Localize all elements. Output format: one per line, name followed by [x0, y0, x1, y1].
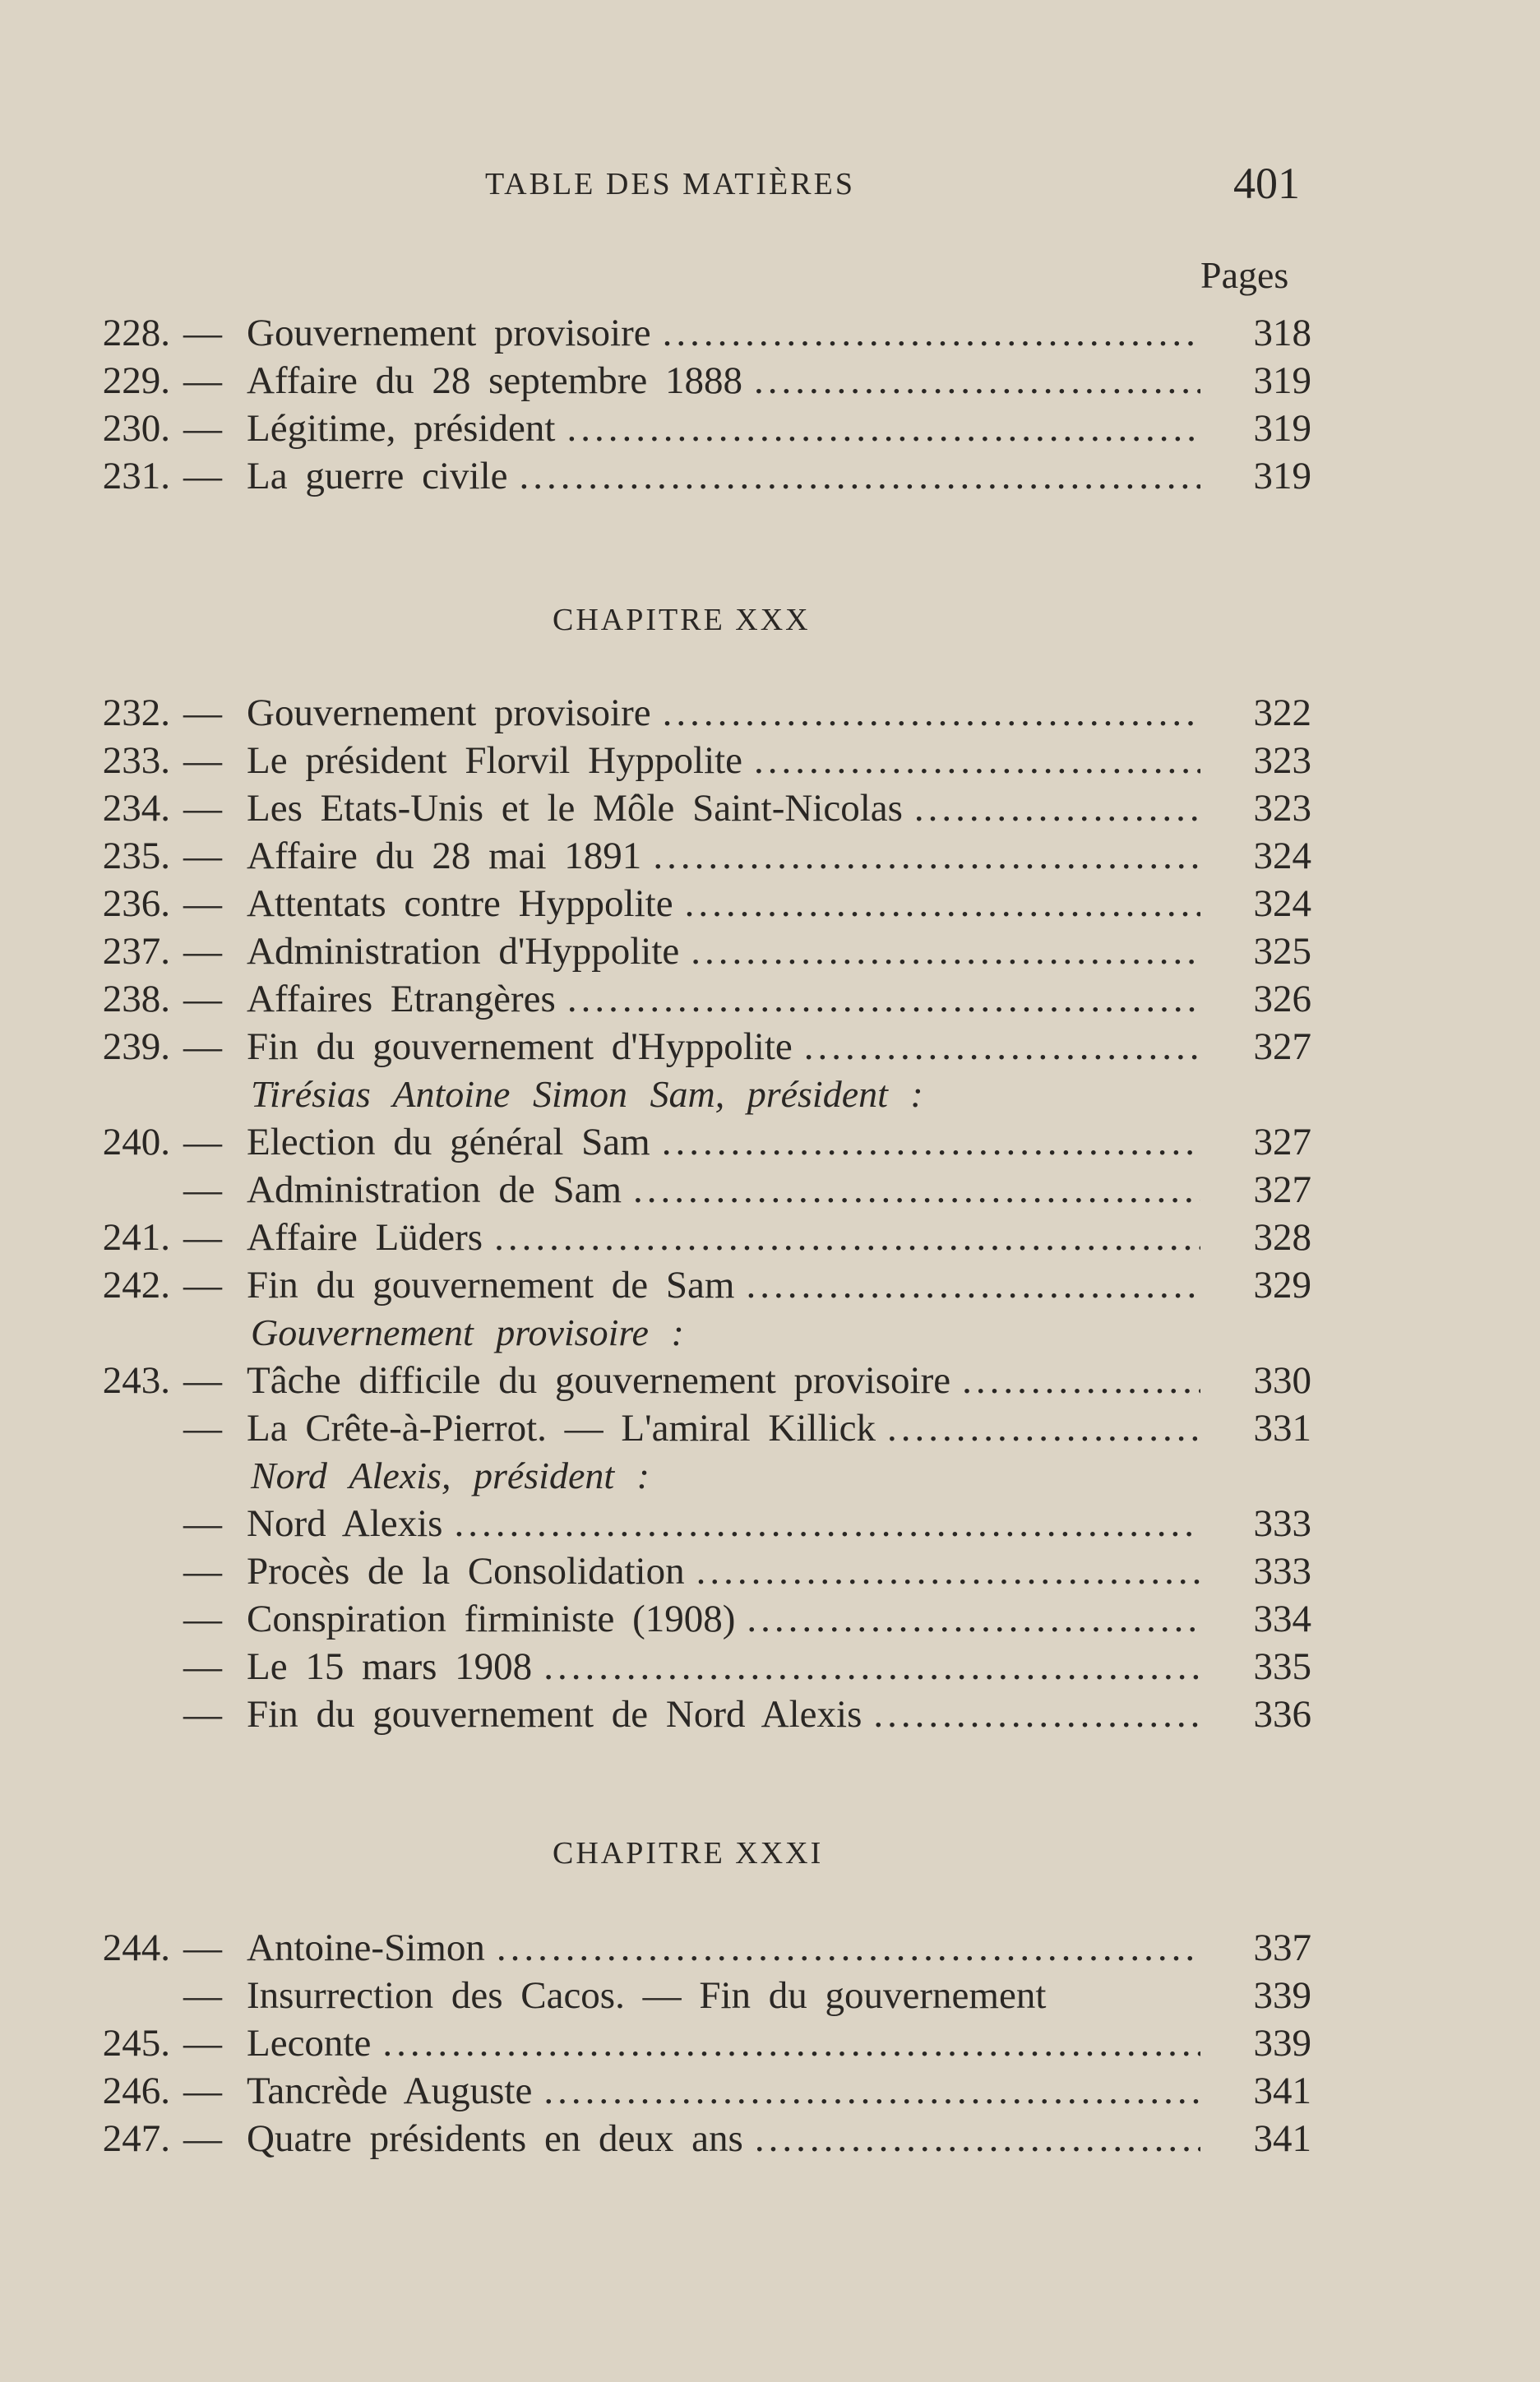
entry-page: 341 — [1253, 2117, 1311, 2160]
dot-leader — [755, 2115, 1200, 2162]
entry-title: Affaire du 28 septembre 1888 — [247, 359, 742, 402]
entry-title: Insurrection des Cacos. — Fin du gouvernement — [247, 1974, 1047, 2017]
entry-page: 341 — [1253, 2070, 1311, 2112]
entry-number: 247. — [102, 2117, 170, 2160]
entry-page: 324 — [1253, 882, 1311, 925]
dot-leader — [543, 2067, 1200, 2115]
entry-dash: — — [183, 2022, 222, 2065]
toc-entry — [78, 405, 1311, 452]
chapter-heading: CHAPITRE XXXI — [553, 1836, 824, 1871]
dot-leader — [567, 975, 1200, 1023]
entry-number: 230. — [102, 407, 170, 450]
entry-page: 330 — [1253, 1359, 1311, 1402]
entry-dash: — — [183, 1598, 222, 1640]
entry-title: Tâche difficile du gouvernement provisoire — [247, 1359, 951, 1402]
entry-dash: — — [183, 359, 222, 402]
toc-entry — [78, 784, 1311, 832]
toc-entry — [78, 832, 1311, 880]
entry-number: 233. — [102, 739, 170, 782]
entry-title: Attentats contre Hyppolite — [247, 882, 673, 925]
entry-number: 239. — [102, 1025, 170, 1068]
entry-dash: — — [183, 930, 222, 973]
entry-dash: — — [183, 882, 222, 925]
entry-number: 236. — [102, 882, 170, 925]
dot-leader — [873, 1691, 1200, 1738]
entry-title: Affaire Lüders — [247, 1216, 483, 1259]
dot-leader — [494, 1214, 1200, 1261]
running-title: TABLE DES MATIÈRES — [485, 167, 855, 201]
entry-title: Conspiration firministe (1908) — [247, 1598, 736, 1640]
entry-title: Quatre présidents en deux ans — [247, 2117, 743, 2160]
entry-page: 318 — [1253, 312, 1311, 354]
toc-entry — [78, 2115, 1311, 2162]
dot-leader — [662, 1118, 1200, 1166]
entry-dash: — — [183, 1359, 222, 1402]
entry-page: 328 — [1253, 1216, 1311, 1259]
entry-dash: — — [183, 1974, 222, 2017]
entry-page: 326 — [1253, 978, 1311, 1020]
toc-entry — [78, 2067, 1311, 2115]
entry-page: 327 — [1253, 1025, 1311, 1068]
dot-leader — [543, 1643, 1200, 1691]
dot-leader — [653, 832, 1200, 880]
entry-number: 228. — [102, 312, 170, 354]
entry-number: 231. — [102, 455, 170, 497]
entry-number: 244. — [102, 1926, 170, 1969]
entry-title: Affaire du 28 mai 1891 — [247, 835, 642, 877]
entry-page: 322 — [1253, 691, 1311, 734]
dot-leader — [454, 1500, 1200, 1547]
entry-dash: — — [183, 691, 222, 734]
entry-page: 323 — [1253, 787, 1311, 830]
entry-title: Leconte — [247, 2022, 372, 2065]
dot-leader — [696, 1547, 1200, 1595]
toc-entry — [78, 1924, 1311, 1972]
toc-entry — [78, 689, 1311, 737]
entry-title: Procès de la Consolidation — [247, 1550, 685, 1593]
toc-entry — [78, 1595, 1311, 1643]
entry-dash: — — [183, 455, 222, 497]
entry-dash: — — [183, 1645, 222, 1688]
entry-title: Nord Alexis — [247, 1502, 443, 1545]
entry-dash: — — [183, 1264, 222, 1307]
entry-title: La guerre civile — [247, 455, 508, 497]
entry-title: Fin du gouvernement d'Hyppolite — [247, 1025, 793, 1068]
toc-entry — [78, 2019, 1311, 2067]
entry-number: 232. — [102, 691, 170, 734]
entry-number: 245. — [102, 2022, 170, 2065]
entry-dash: — — [183, 835, 222, 877]
entry-title: Fin du gouvernement de Nord Alexis — [247, 1693, 862, 1736]
toc-entry — [78, 1118, 1311, 1166]
entry-title: Gouvernement provisoire — [247, 691, 651, 734]
entry-title: Administration de Sam — [247, 1168, 622, 1211]
entry-number: 229. — [102, 359, 170, 402]
entry-dash: — — [183, 1550, 222, 1593]
entry-title: Election du général Sam — [247, 1121, 650, 1163]
toc-entry — [78, 357, 1311, 405]
entry-number: 243. — [102, 1359, 170, 1402]
entry-title: Légitime, président — [247, 407, 556, 450]
entry-page: 319 — [1253, 359, 1311, 402]
dot-leader — [567, 405, 1200, 452]
subsection-heading: Tirésias Antoine Simon Sam, président : — [251, 1073, 923, 1115]
entry-dash: — — [183, 978, 222, 1020]
toc-entry — [78, 1404, 1311, 1452]
dot-leader — [685, 880, 1200, 927]
toc-entry — [78, 1261, 1311, 1309]
toc-entry — [78, 1214, 1311, 1261]
dot-leader — [497, 1924, 1200, 1972]
dot-leader — [663, 309, 1200, 357]
entry-title: Les Etats-Unis et le Môle Saint-Nicolas — [247, 787, 903, 830]
entry-title: Le président Florvil Hyppolite — [247, 739, 743, 782]
entry-dash: — — [183, 1168, 222, 1211]
entry-page: 319 — [1253, 455, 1311, 497]
dot-leader — [962, 1357, 1200, 1404]
toc-entry — [78, 309, 1311, 357]
entry-dash: — — [183, 1407, 222, 1450]
dot-leader — [691, 927, 1200, 975]
entry-dash: — — [183, 407, 222, 450]
entry-page: 325 — [1253, 930, 1311, 973]
toc-entry — [78, 1643, 1311, 1691]
entry-page: 329 — [1253, 1264, 1311, 1307]
dot-leader — [663, 689, 1200, 737]
toc-entry — [78, 1357, 1311, 1404]
entry-dash: — — [183, 2070, 222, 2112]
entry-page: 327 — [1253, 1168, 1311, 1211]
entry-title: Fin du gouvernement de Sam — [247, 1264, 735, 1307]
entry-page: 327 — [1253, 1121, 1311, 1163]
entry-dash: — — [183, 1025, 222, 1068]
toc-entry — [78, 1547, 1311, 1595]
entry-title: Administration d'Hyppolite — [247, 930, 680, 973]
entry-page: 336 — [1253, 1693, 1311, 1736]
pages-column-label: Pages — [1200, 254, 1289, 296]
entry-number: 242. — [102, 1264, 170, 1307]
entry-dash: — — [183, 2117, 222, 2160]
toc-entry — [78, 737, 1311, 784]
dot-leader — [914, 784, 1200, 832]
entry-title: Antoine-Simon — [247, 1926, 485, 1969]
subsection-heading: Gouvernement provisoire : — [251, 1311, 684, 1353]
entry-page: 335 — [1253, 1645, 1311, 1688]
entry-page: 333 — [1253, 1550, 1311, 1593]
entry-title: Tancrède Auguste — [247, 2070, 533, 2112]
entry-page: 319 — [1253, 407, 1311, 450]
entry-dash: — — [183, 312, 222, 354]
page-number: 401 — [1233, 159, 1300, 208]
entry-page: 331 — [1253, 1407, 1311, 1450]
toc-entry — [78, 452, 1311, 500]
toc-entry — [78, 975, 1311, 1023]
toc-entry — [78, 1166, 1311, 1214]
entry-title: Le 15 mars 1908 — [247, 1645, 533, 1688]
dot-leader — [520, 452, 1201, 500]
dot-leader — [754, 357, 1200, 405]
entry-page: 324 — [1253, 835, 1311, 877]
toc-entry — [78, 1500, 1311, 1547]
dot-leader — [382, 2019, 1200, 2067]
entry-number: 240. — [102, 1121, 170, 1163]
entry-dash: — — [183, 1502, 222, 1545]
entry-dash: — — [183, 1121, 222, 1163]
toc-entry — [78, 880, 1311, 927]
entry-title: Gouvernement provisoire — [247, 312, 651, 354]
dot-leader — [633, 1166, 1200, 1214]
dot-leader — [746, 1261, 1200, 1309]
entry-page: 339 — [1253, 2022, 1311, 2065]
chapter-heading: CHAPITRE XXX — [553, 603, 811, 637]
entry-page: 339 — [1253, 1974, 1311, 2017]
dot-leader — [887, 1404, 1200, 1452]
entry-page: 333 — [1253, 1502, 1311, 1545]
entry-page: 323 — [1253, 739, 1311, 782]
entry-number: 241. — [102, 1216, 170, 1259]
entry-number: 234. — [102, 787, 170, 830]
entry-number: 238. — [102, 978, 170, 1020]
toc-entry — [78, 1691, 1311, 1738]
entry-title: La Crête-à-Pierrot. — L'amiral Killick — [247, 1407, 876, 1450]
entry-dash: — — [183, 1216, 222, 1259]
entry-page: 337 — [1253, 1926, 1311, 1969]
dot-leader — [754, 737, 1200, 784]
entry-dash: — — [183, 1926, 222, 1969]
entry-page: 334 — [1253, 1598, 1311, 1640]
entry-number: 235. — [102, 835, 170, 877]
toc-entry — [78, 1972, 1311, 2019]
dot-leader — [804, 1023, 1200, 1071]
entry-number: 237. — [102, 930, 170, 973]
entry-dash: — — [183, 739, 222, 782]
entry-dash: — — [183, 1693, 222, 1736]
subsection-heading: Nord Alexis, président : — [251, 1455, 650, 1496]
dot-leader — [747, 1595, 1200, 1643]
entry-number: 246. — [102, 2070, 170, 2112]
entry-title: Affaires Etrangères — [247, 978, 556, 1020]
toc-entry — [78, 1023, 1311, 1071]
toc-entry — [78, 927, 1311, 975]
entry-dash: — — [183, 787, 222, 830]
